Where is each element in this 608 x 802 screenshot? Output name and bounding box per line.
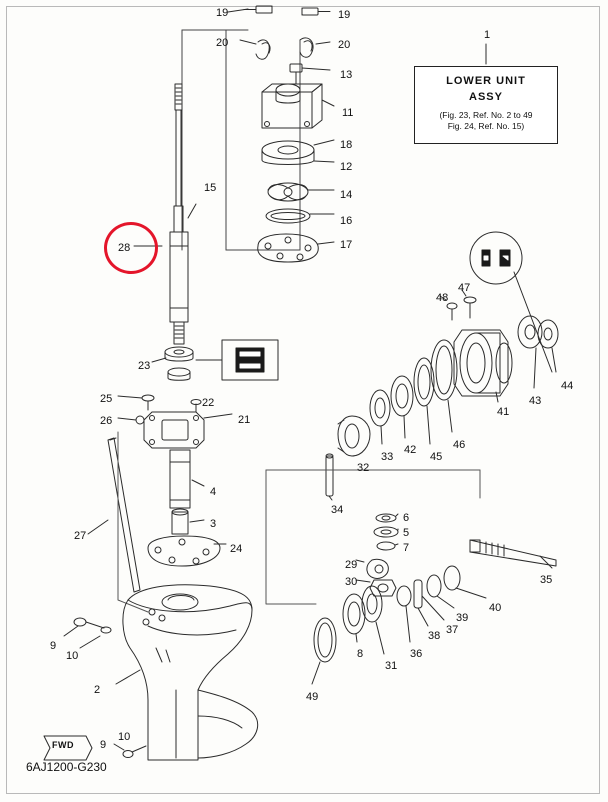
ref-number-35: 35 [540,574,553,586]
callout-ref-line-1: (Fig. 23, Ref. No. 2 to 49 [439,110,533,120]
ref-number-21: 21 [238,414,251,426]
ref-number-26: 26 [100,415,113,427]
ref-number-48: 48 [436,292,449,304]
ref-number-13: 13 [340,69,353,81]
ref-number-2: 2 [94,684,101,696]
ref-number-31: 31 [385,660,398,672]
ref-number-32: 32 [357,462,370,474]
ref-number-16: 16 [340,215,353,227]
ref-number-14: 14 [340,189,353,201]
callout-ref-line-2: Fig. 24, Ref. No. 15) [447,121,525,131]
ref-number-37: 37 [446,624,459,636]
ref-number-22: 22 [202,397,215,409]
ref-number-42: 42 [404,444,417,456]
ref-number-28: 28 [118,242,131,254]
fwd-orientation-label: FWD [52,740,74,750]
ref-number-20: 20 [216,37,229,49]
ref-number-19: 19 [338,9,351,21]
ref-number-8: 8 [357,648,364,660]
ref-number-19: 19 [216,7,229,19]
ref-number-10: 10 [66,650,79,662]
ref-number-30: 30 [345,576,358,588]
ref-number-49: 49 [306,691,319,703]
highlight-ellipse-ref-28 [104,222,158,274]
ref-number-46: 46 [453,439,466,451]
ref-number-24: 24 [230,543,243,555]
ref-number-25: 25 [100,393,113,405]
ref-number-29: 29 [345,559,358,571]
ref-number-7: 7 [403,542,410,554]
drawing-number: 6AJ1200-G230 [26,760,107,774]
ref-number-40: 40 [489,602,502,614]
ref-number-17: 17 [340,239,353,251]
lower-unit-assy-callout [414,66,558,144]
ref-number-23: 23 [138,360,151,372]
ref-number-45: 45 [430,451,443,463]
ref-number-41: 41 [497,406,510,418]
ref-number-38: 38 [428,630,441,642]
ref-number-43: 43 [529,395,542,407]
ref-number-47: 47 [458,282,471,294]
ref-number-33: 33 [381,451,394,463]
ref-number-39: 39 [456,612,469,624]
ref-number-12: 12 [340,161,353,173]
ref-number-15: 15 [204,182,217,194]
ref-number-20: 20 [338,39,351,51]
ref-number-36: 36 [410,648,423,660]
ref-number-4: 4 [210,486,217,498]
ref-number-27: 27 [74,530,87,542]
ref-number-44: 44 [561,380,574,392]
ref-number-11: 11 [342,107,354,119]
ref-number-9: 9 [50,640,57,652]
ref-number-18: 18 [340,139,353,151]
callout-title: LOWER UNIT [446,75,526,87]
ref-number-9: 9 [100,739,107,751]
ref-number-10: 10 [118,731,131,743]
ref-number-6: 6 [403,512,410,524]
ref-number-5: 5 [403,527,410,539]
callout-subtitle: ASSY [469,91,503,103]
ref-number-34: 34 [331,504,344,516]
ref-number-1: 1 [484,29,491,41]
ref-number-3: 3 [210,518,217,530]
